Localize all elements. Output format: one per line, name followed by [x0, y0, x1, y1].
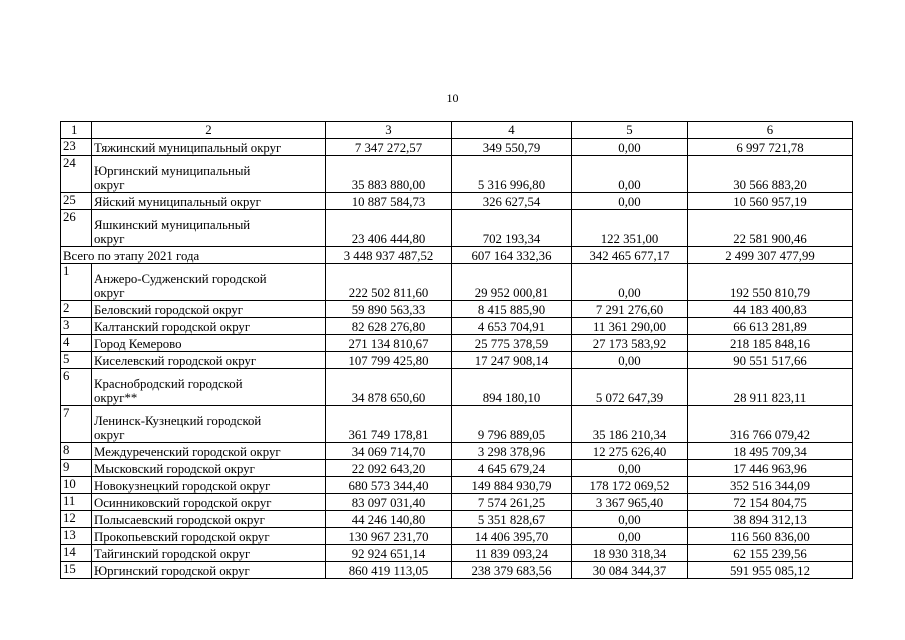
municipality-name-line: Мысковский городской округ — [94, 462, 255, 476]
value-c4: 702 193,34 — [452, 210, 572, 247]
value-c4: 5 351 828,67 — [452, 511, 572, 528]
municipality-name — [92, 264, 326, 301]
value-c6: 10 560 957,19 — [688, 193, 853, 210]
header-cell: 3 — [326, 122, 452, 139]
value-c5: 27 173 583,92 — [572, 335, 688, 352]
value-c3: 34 878 650,60 — [326, 369, 452, 406]
value-c3: 7 347 272,57 — [326, 139, 452, 156]
header-cell: 5 — [572, 122, 688, 139]
municipality-name-line: Прокопьевский городской округ — [94, 530, 270, 544]
value-c3: 680 573 344,40 — [326, 477, 452, 494]
value-c5: 5 072 647,39 — [572, 369, 688, 406]
table-header-row — [61, 122, 853, 139]
header-cell: 1 — [61, 122, 92, 139]
row-number: 1 — [61, 264, 92, 301]
value-c3: 35 883 880,00 — [326, 156, 452, 193]
header-cell: 4 — [452, 122, 572, 139]
table-row — [61, 156, 853, 193]
total-c4: 607 164 332,36 — [452, 247, 572, 264]
value-c6: 28 911 823,11 — [688, 369, 853, 406]
value-c5: 35 186 210,34 — [572, 406, 688, 443]
table-row — [61, 494, 853, 511]
row-number: 2 — [61, 301, 92, 318]
municipality-name-line: Юргинский городской округ — [94, 564, 250, 578]
value-c4: 11 839 093,24 — [452, 545, 572, 562]
municipality-name — [92, 210, 326, 247]
table-row — [61, 545, 853, 562]
table-row — [61, 477, 853, 494]
municipality-name-line: Город Кемерово — [94, 337, 182, 351]
value-c5: 0,00 — [572, 139, 688, 156]
municipality-name — [92, 139, 326, 156]
row-number: 23 — [61, 139, 92, 156]
row-number: 14 — [61, 545, 92, 562]
value-c5: 0,00 — [572, 264, 688, 301]
total-label: Всего по этапу 2021 года — [61, 247, 326, 264]
row-number: 9 — [61, 460, 92, 477]
municipality-name — [92, 511, 326, 528]
value-c6: 352 516 344,09 — [688, 477, 853, 494]
municipality-name-line: Юргинский муниципальный — [94, 164, 251, 178]
municipality-name-line: округ — [94, 286, 125, 300]
value-c3: 83 097 031,40 — [326, 494, 452, 511]
row-number: 12 — [61, 511, 92, 528]
value-c6: 72 154 804,75 — [688, 494, 853, 511]
municipality-name — [92, 460, 326, 477]
value-c3: 34 069 714,70 — [326, 443, 452, 460]
value-c6: 22 581 900,46 — [688, 210, 853, 247]
value-c3: 361 749 178,81 — [326, 406, 452, 443]
total-c6: 2 499 307 477,99 — [688, 247, 853, 264]
value-c6: 591 955 085,12 — [688, 562, 853, 579]
budget-table — [60, 121, 853, 579]
municipality-name — [92, 494, 326, 511]
row-number: 11 — [61, 494, 92, 511]
value-c5: 0,00 — [572, 352, 688, 369]
table-row — [61, 443, 853, 460]
row-number: 8 — [61, 443, 92, 460]
value-c4: 4 645 679,24 — [452, 460, 572, 477]
value-c6: 44 183 400,83 — [688, 301, 853, 318]
municipality-name-line: Анжеро-Судженский городской — [94, 272, 267, 286]
value-c5: 0,00 — [572, 528, 688, 545]
table-row — [61, 562, 853, 579]
row-number: 4 — [61, 335, 92, 352]
municipality-name-line: Ленинск-Кузнецкий городской — [94, 414, 262, 428]
value-c4: 349 550,79 — [452, 139, 572, 156]
municipality-name-line: округ — [94, 178, 125, 192]
table-row — [61, 460, 853, 477]
page-number: 10 — [446, 91, 459, 105]
value-c5: 3 367 965,40 — [572, 494, 688, 511]
value-c4: 14 406 395,70 — [452, 528, 572, 545]
value-c6: 218 185 848,16 — [688, 335, 853, 352]
value-c6: 62 155 239,56 — [688, 545, 853, 562]
value-c5: 0,00 — [572, 193, 688, 210]
municipality-name-line: Киселевский городской округ — [94, 354, 257, 368]
municipality-name — [92, 443, 326, 460]
municipality-name — [92, 369, 326, 406]
municipality-name — [92, 477, 326, 494]
row-number: 7 — [61, 406, 92, 443]
value-c3: 222 502 811,60 — [326, 264, 452, 301]
table-row — [61, 369, 853, 406]
value-c5: 122 351,00 — [572, 210, 688, 247]
value-c4: 894 180,10 — [452, 369, 572, 406]
table-row — [61, 139, 853, 156]
value-c5: 178 172 069,52 — [572, 477, 688, 494]
municipality-name-line: Междуреченский городской округ — [94, 445, 281, 459]
municipality-name — [92, 352, 326, 369]
value-c3: 92 924 651,14 — [326, 545, 452, 562]
municipality-name-line: округ — [94, 232, 125, 246]
table-row — [61, 193, 853, 210]
header-cell: 2 — [92, 122, 326, 139]
table-row — [61, 301, 853, 318]
value-c4: 8 415 885,90 — [452, 301, 572, 318]
municipality-name-line: Краснобродский городской — [94, 377, 243, 391]
value-c6: 116 560 836,00 — [688, 528, 853, 545]
value-c6: 66 613 281,89 — [688, 318, 853, 335]
value-c3: 271 134 810,67 — [326, 335, 452, 352]
municipality-name — [92, 335, 326, 352]
value-c6: 6 997 721,78 — [688, 139, 853, 156]
municipality-name — [92, 528, 326, 545]
municipality-name-line: округ — [94, 428, 125, 442]
value-c4: 9 796 889,05 — [452, 406, 572, 443]
value-c3: 130 967 231,70 — [326, 528, 452, 545]
municipality-name-line: Новокузнецкий городской округ — [94, 479, 271, 493]
value-c4: 238 379 683,56 — [452, 562, 572, 579]
table-row — [61, 528, 853, 545]
municipality-name — [92, 193, 326, 210]
value-c4: 3 298 378,96 — [452, 443, 572, 460]
row-number: 25 — [61, 193, 92, 210]
value-c4: 7 574 261,25 — [452, 494, 572, 511]
total-c5: 342 465 677,17 — [572, 247, 688, 264]
value-c5: 0,00 — [572, 156, 688, 193]
value-c3: 82 628 276,80 — [326, 318, 452, 335]
municipality-name — [92, 156, 326, 193]
value-c6: 18 495 709,34 — [688, 443, 853, 460]
value-c4: 25 775 378,59 — [452, 335, 572, 352]
municipality-name-line: Тайгинский городской округ — [94, 547, 251, 561]
row-number: 15 — [61, 562, 92, 579]
value-c3: 107 799 425,80 — [326, 352, 452, 369]
value-c5: 30 084 344,37 — [572, 562, 688, 579]
municipality-name-line: Осинниковский городской округ — [94, 496, 272, 510]
total-row — [61, 247, 853, 264]
value-c6: 192 550 810,79 — [688, 264, 853, 301]
table-row — [61, 406, 853, 443]
value-c5: 7 291 276,60 — [572, 301, 688, 318]
value-c5: 0,00 — [572, 460, 688, 477]
value-c5: 11 361 290,00 — [572, 318, 688, 335]
value-c6: 17 446 963,96 — [688, 460, 853, 477]
table-row — [61, 335, 853, 352]
municipality-name — [92, 318, 326, 335]
total-c3: 3 448 937 487,52 — [326, 247, 452, 264]
value-c3: 10 887 584,73 — [326, 193, 452, 210]
municipality-name — [92, 562, 326, 579]
municipality-name-line: округ** — [94, 391, 138, 405]
value-c3: 860 419 113,05 — [326, 562, 452, 579]
municipality-name-line: Калтанский городской округ — [94, 320, 251, 334]
value-c6: 316 766 079,42 — [688, 406, 853, 443]
municipality-name-line: Тяжинский муниципальный округ — [94, 141, 282, 155]
municipality-name — [92, 545, 326, 562]
municipality-name-line: Яйский муниципальный округ — [94, 195, 261, 209]
table-row — [61, 352, 853, 369]
value-c5: 0,00 — [572, 511, 688, 528]
value-c3: 44 246 140,80 — [326, 511, 452, 528]
value-c4: 149 884 930,79 — [452, 477, 572, 494]
table-row — [61, 264, 853, 301]
value-c6: 38 894 312,13 — [688, 511, 853, 528]
value-c3: 22 092 643,20 — [326, 460, 452, 477]
municipality-name-line: Яшкинский муниципальный — [94, 218, 251, 232]
municipality-name-line: Полысаевский городской округ — [94, 513, 265, 527]
value-c6: 90 551 517,66 — [688, 352, 853, 369]
value-c6: 30 566 883,20 — [688, 156, 853, 193]
value-c4: 4 653 704,91 — [452, 318, 572, 335]
row-number: 5 — [61, 352, 92, 369]
value-c4: 5 316 996,80 — [452, 156, 572, 193]
row-number: 24 — [61, 156, 92, 193]
row-number: 13 — [61, 528, 92, 545]
value-c5: 18 930 318,34 — [572, 545, 688, 562]
value-c3: 23 406 444,80 — [326, 210, 452, 247]
value-c4: 326 627,54 — [452, 193, 572, 210]
row-number: 10 — [61, 477, 92, 494]
row-number: 3 — [61, 318, 92, 335]
value-c3: 59 890 563,33 — [326, 301, 452, 318]
municipality-name — [92, 406, 326, 443]
table-row — [61, 511, 853, 528]
header-cell: 6 — [688, 122, 853, 139]
municipality-name — [92, 301, 326, 318]
table-row — [61, 318, 853, 335]
municipality-name-line: Беловский городской округ — [94, 303, 244, 317]
value-c4: 17 247 908,14 — [452, 352, 572, 369]
row-number: 26 — [61, 210, 92, 247]
table-row — [61, 210, 853, 247]
row-number: 6 — [61, 369, 92, 406]
value-c5: 12 275 626,40 — [572, 443, 688, 460]
value-c4: 29 952 000,81 — [452, 264, 572, 301]
